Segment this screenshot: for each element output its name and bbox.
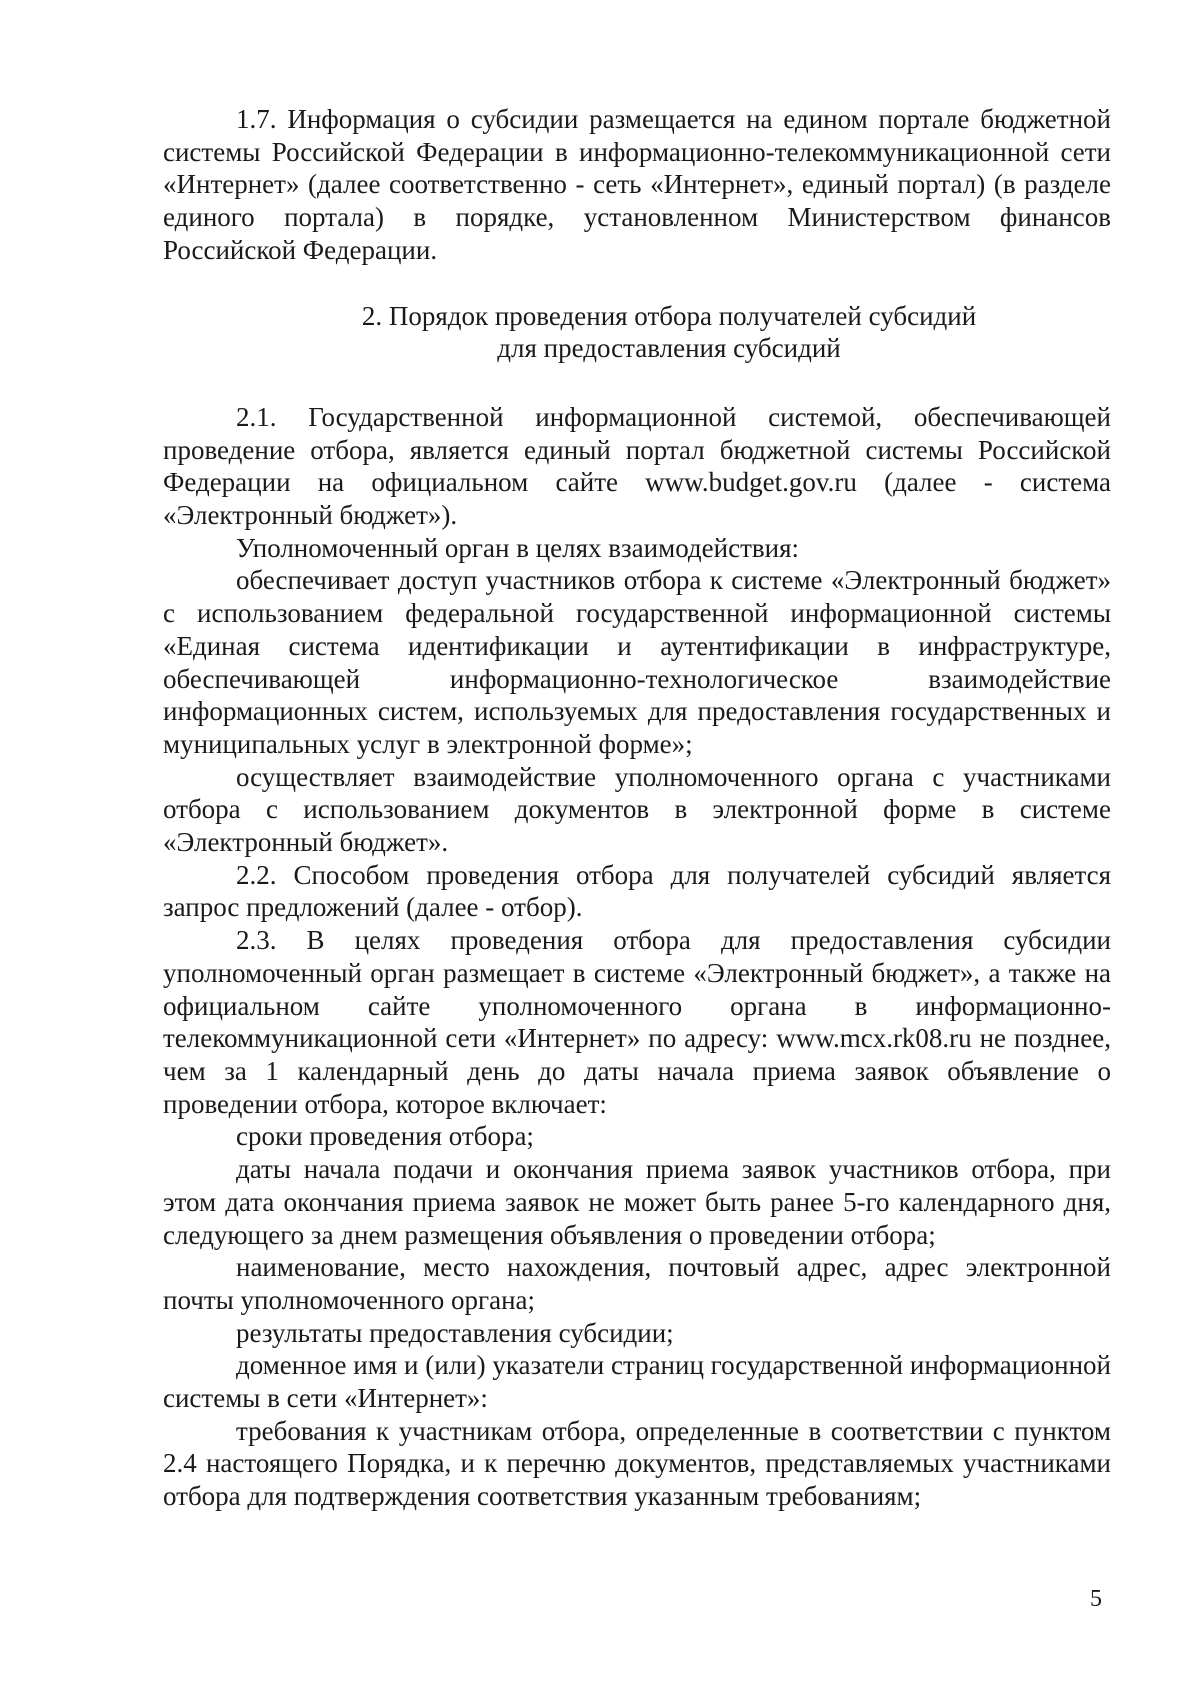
page-number: 5 [1090,1586,1102,1612]
list-item-domain: доменное имя и (или) указатели страниц государственной информационной системы в сети «Интернет»: [163,1350,1111,1414]
paragraph-2-1: 2.1. Государственной информационной системой, обеспечивающей проведение отбора, является единый портал бюджетной системы Российской Федерации на официальном сайте www.budget.gov.ru (далее - система «Электронный бюджет»). [163,401,1111,531]
paragraph-interaction: осуществляет взаимодействие уполномоченного органа с участниками отбора с использованием документов в электронной форме в системе «Электронный бюджет». [163,761,1111,858]
paragraph-1-7: 1.7. Информация о субсидии размещается на едином портале бюджетной системы Российской Федерации в информационно-телекоммуникационной сети «Интернет» (далее соответственно - сеть «Интернет», единый портал) (в разделе единого портала) в порядке, установленном Министерством финансов Российской Федерации. [163,104,1111,265]
paragraph-2-2: 2.2. Способом проведения отбора для получателей субсидий является запрос предложений (далее - отбор). [163,859,1111,923]
list-item-requirements: требования к участникам отбора, определенные в соответствии с пунктом 2.4 настоящего Порядка, и к перечню документов, представляемых участниками отбора для подтверждения соответствия указанным требованиям; [163,1415,1111,1512]
list-item-terms: сроки проведения отбора; [236,1121,534,1152]
list-item-results: результаты предоставления субсидии; [236,1317,674,1348]
paragraph-2-3: 2.3. В целях проведения отбора для предоставления субсидии уполномоченный орган размещает в системе «Электронный бюджет», а также на официальном сайте уполномоченного органа в информационно-телекоммуникационной сети «Интернет» по адресу: www.mcx.rk08.ru не позднее, чем за 1 календарный день до даты начала приема заявок объявление о проведении отбора, которое включает: [163,925,1111,1119]
section-heading [163,300,1111,365]
section-heading-line-1: 2. Порядок проведения отбора получателей субсидий [361,300,977,331]
list-item-dates: даты начала подачи и окончания приема заявок участников отбора, при этом дата окончания приема заявок не может быть ранее 5-го календарного дня, следующего за днем размещения объявления о проведении отбора; [163,1154,1111,1250]
paragraph-provides-access: обеспечивает доступ участников отбора к системе «Электронный бюджет» с использованием федеральной государственной информационной системы «Единая система идентификации и аутентификации в инфраструктуре, обеспечивающей информационно-технологическое взаимодействие информационных систем, используемых для предоставления государственных и муниципальных услуг в электронной форме»; [163,565,1111,759]
list-item-name-address: наименование, место нахождения, почтовый адрес, адрес электронной почты уполномоченного органа; [163,1252,1111,1315]
section-heading-line-2: для предоставления субсидий [497,333,841,364]
paragraph-authorized-body: Уполномоченный орган в целях взаимодействия: [236,532,799,563]
document-page [163,103,1111,1513]
